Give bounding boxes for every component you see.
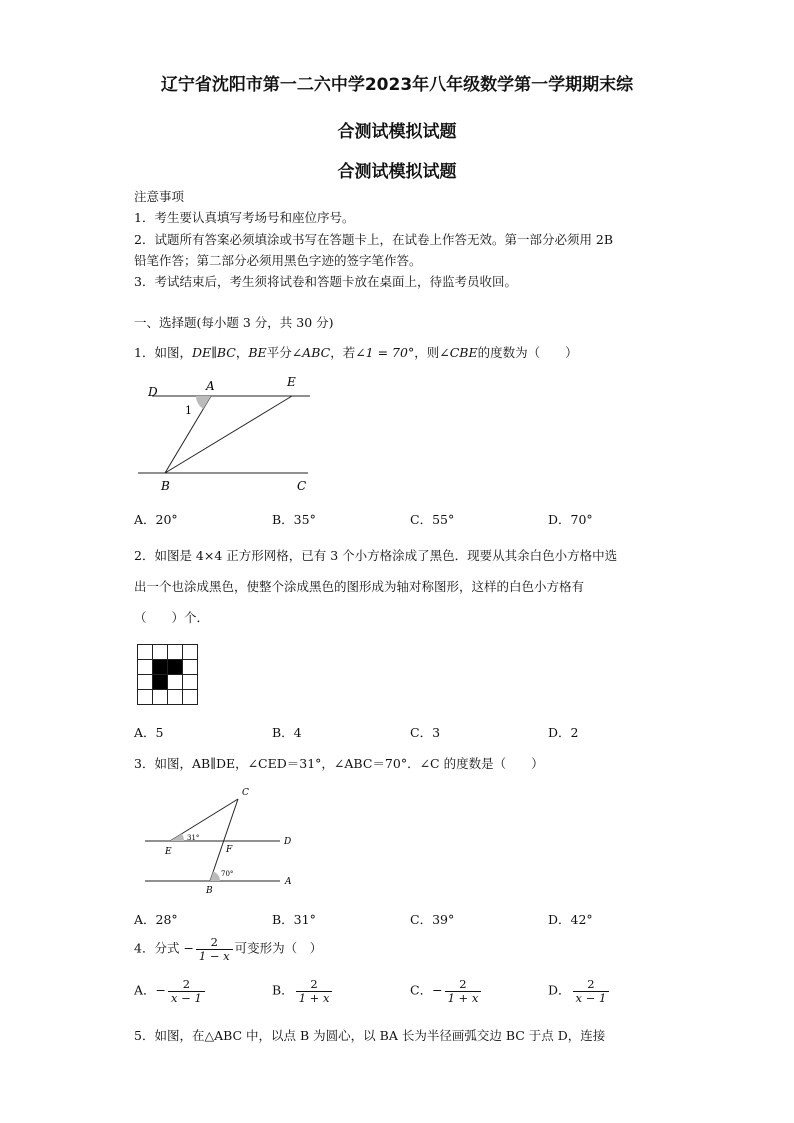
grid-black-cell xyxy=(167,659,182,674)
page-subtitle: 合测试模拟试题 xyxy=(337,122,457,142)
question-2-text: 2．如图是 4×4 正方形网格，已有 3 个小方格涂成了黑色．现要从其余白色小方格中选 xyxy=(134,548,618,563)
question-2-grid xyxy=(137,644,199,706)
q4-option-c: C．− $\frac{2}{1 + x}$ xyxy=(410,978,483,1004)
figure-label-c: C xyxy=(297,479,307,493)
q1-option-d: D．70° xyxy=(548,512,593,527)
fraction: $\frac{2}{1 - x}$ xyxy=(196,936,233,962)
figure-label-b: B xyxy=(161,479,170,493)
question-1-text: 1．如图，DE∥BC，BE平分∠ABC，若∠1 = 70°，则∠CBE的度数为（ ） xyxy=(134,345,578,360)
q3-option-c: C．39° xyxy=(410,912,455,927)
q4-option-b: B． $\frac{2}{1 + x}$ xyxy=(272,978,334,1004)
grid-black-cell xyxy=(152,659,167,674)
figure-angle-label: 31° xyxy=(187,834,200,842)
figure-label-c: C xyxy=(242,788,249,798)
figure-label-a: A xyxy=(285,877,292,887)
question-3-figure xyxy=(140,782,305,897)
figure-label-e: E xyxy=(287,375,296,389)
figure-label-angle-1: 1 xyxy=(185,404,192,417)
q2-option-b: B．4 xyxy=(272,725,302,740)
question-1-figure xyxy=(130,372,320,497)
page-title: 辽宁省沈阳市第一二六中学2023年八年级数学第一学期期末综 xyxy=(160,75,634,95)
notice-item: 2．试题所有答案必须填涂或书写在答题卡上，在试卷上作答无效。第一部分必须用 2B xyxy=(134,232,614,247)
question-2-text: 出一个也涂成黑色，使整个涂成黑色的图形成为轴对称图形，这样的白色小方格有 xyxy=(134,579,585,594)
notice-heading: 注意事项 xyxy=(134,189,185,204)
figure-label-a: A xyxy=(206,379,215,393)
q3-option-d: D．42° xyxy=(548,912,593,927)
q1-option-a: A．20° xyxy=(134,512,178,527)
figure-label-d: D xyxy=(148,385,158,399)
page-subtitle-repeat: 合测试模拟试题 xyxy=(337,162,457,182)
q2-option-d: D．2 xyxy=(548,725,579,740)
q1-option-c: C．55° xyxy=(410,512,455,527)
grid-black-cell xyxy=(152,674,167,689)
q3-option-a: A．28° xyxy=(134,912,178,927)
figure-label-e: E xyxy=(165,847,172,857)
question-5-text: 5．如图，在△ABC 中，以点 B 为圆心，以 BA 长为半径画弧交边 BC 于点 D，连接 xyxy=(134,1028,606,1043)
q2-option-a: A．5 xyxy=(134,725,164,740)
notice-item: 3．考试结束后，考生须将试卷和答题卡放在桌面上，待监考员收回。 xyxy=(134,274,517,289)
section-heading: 一、选择题(每小题 3 分，共 30 分) xyxy=(134,315,334,330)
q3-option-b: B．31° xyxy=(272,912,316,927)
question-4-text: 4．分式 − $\frac{2}{1 - x}$ 可变形为（ ） xyxy=(134,935,323,963)
question-3-text: 3．如图，AB∥DE，∠CED＝31°，∠ABC＝70°．∠C 的度数是（ ） xyxy=(134,756,544,771)
figure-angle-label: 70° xyxy=(221,870,234,878)
q1-option-b: B．35° xyxy=(272,512,316,527)
q2-option-c: C．3 xyxy=(410,725,441,740)
notice-item: 1．考生要认真填写考场号和座位序号。 xyxy=(134,210,355,225)
notice-item: 铅笔作答；第二部分必须用黑色字迹的签字笔作答。 xyxy=(134,253,422,268)
q4-option-d: D． $\frac{2}{x - 1}$ xyxy=(548,978,611,1004)
question-2-text: （ ）个． xyxy=(134,610,210,625)
figure-label-b: B xyxy=(206,886,213,896)
figure-label-f: F xyxy=(226,845,233,855)
figure-label-d: D xyxy=(284,837,292,847)
q4-option-a: A．− $\frac{2}{x - 1}$ xyxy=(134,978,207,1004)
